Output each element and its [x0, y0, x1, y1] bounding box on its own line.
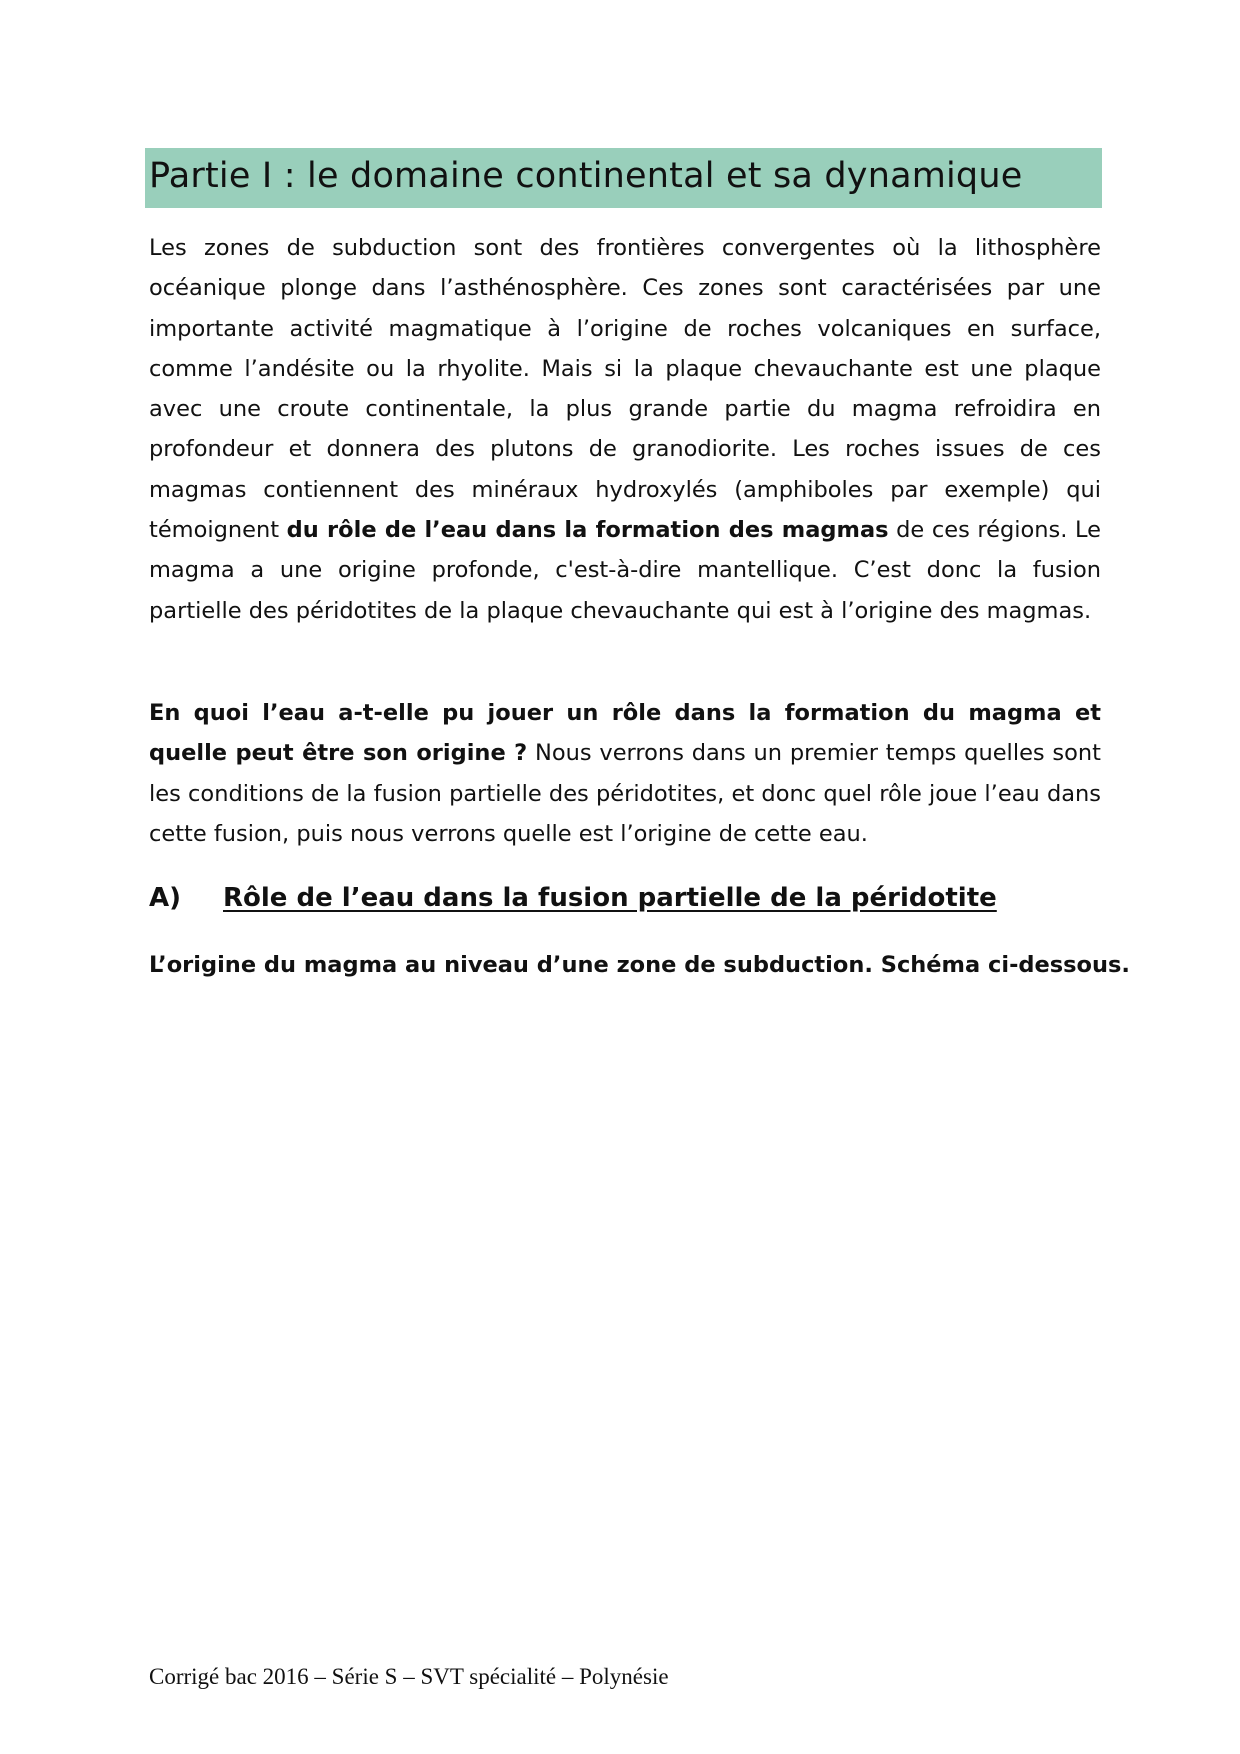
title-band	[145, 148, 1102, 208]
problem-paragraph	[149, 693, 1101, 854]
page-footer: Corrigé bac 2016 – Série S – SVT spécialité – Polynésie	[149, 1664, 669, 1689]
section-a-number: A)	[149, 883, 182, 913]
page-title: Partie I : le domaine continental et sa dynamique	[149, 156, 1023, 196]
problem-plan: Nous verrons dans un premier temps quelles sont les conditions de la fusion partielle des péridotites, et donc quel rôle joue l’eau dans cette fusion, puis nous verrons quelle est l’origine de cette eau.	[149, 740, 1101, 847]
section-a-title: Rôle de l’eau dans la fusion partielle de la péridotite	[223, 883, 997, 913]
intro-text-end: de ces régions. Le magma a une origine profonde, c'est-à-dire mantellique. C’est donc la fusion partielle des péridotites de la plaque chevauchante qui est à l’origine des magmas.	[149, 517, 1101, 624]
problem-question: En quoi l’eau a-t-elle pu jouer un rôle dans la formation du magma et quelle peut être son origine ?	[149, 700, 1101, 767]
intro-paragraph	[149, 228, 1101, 631]
intro-text-start: Les zones de subduction sont des frontières convergentes où la lithosphère océanique plonge dans l’asthénosphère. Ces zones sont caractérisées par une importante activité magmatique à l’origine de roches volcaniques en surface, comme l’andésite ou la rhyolite. Mais si la plaque chevauchante est une plaque avec une croute continentale, la plus grande partie du magma refroidira en profondeur et donnera des plutons de granodiorite. Les roches issues de ces magmas contiennent des minéraux hydroxylés (amphiboles par exemple) qui témoignent	[149, 235, 1101, 544]
section-a-heading	[149, 880, 997, 916]
schema-caption: L’origine du magma au niveau d’une zone de subduction. Schéma ci-dessous.	[149, 952, 1130, 978]
intro-emphasis: du rôle de l’eau dans la formation des magmas	[286, 517, 889, 544]
